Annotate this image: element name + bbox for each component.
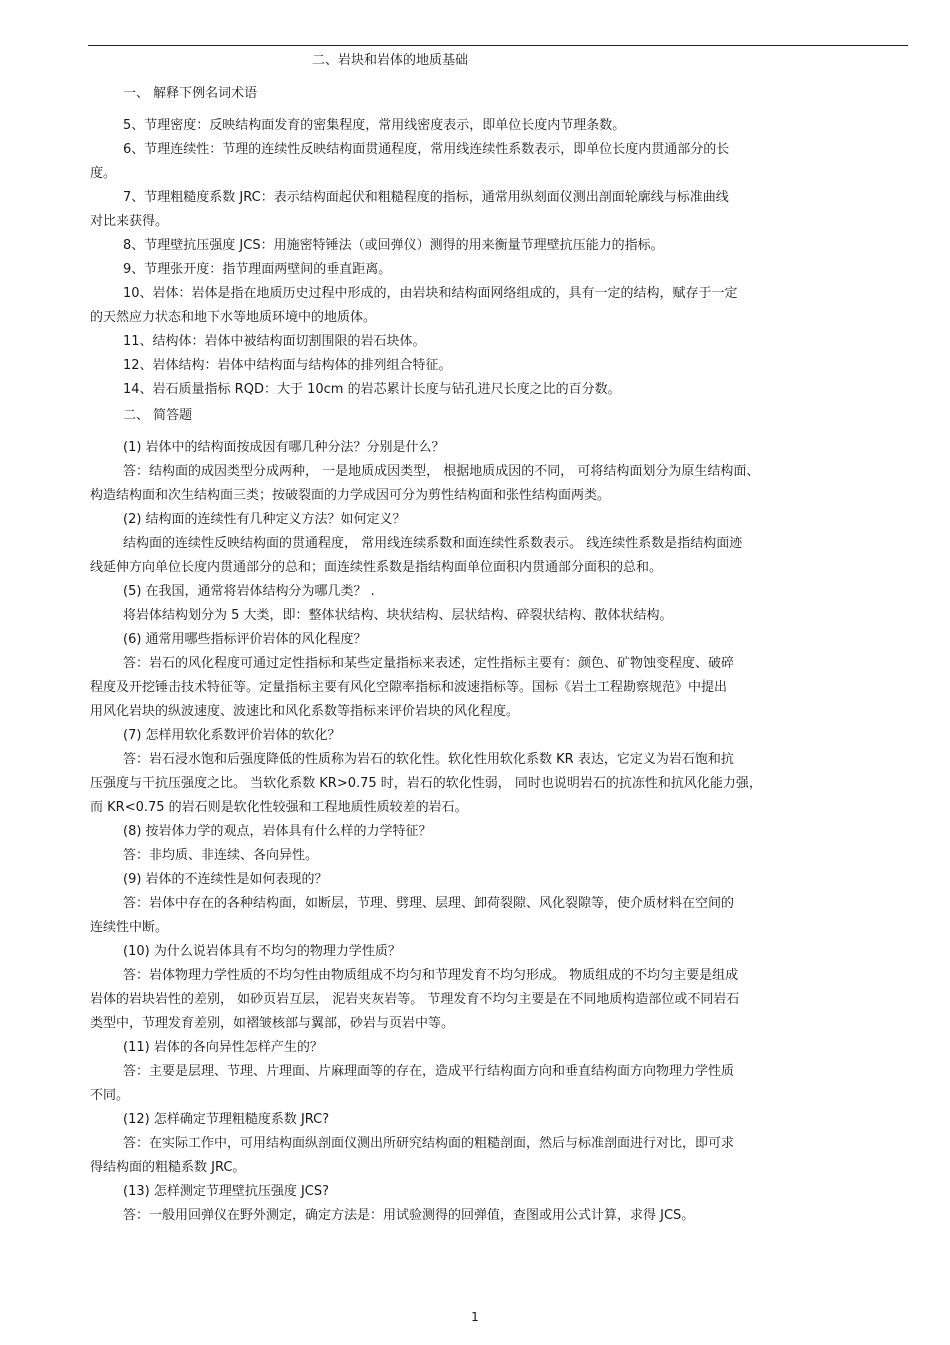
qa-item [90,940,885,1036]
term-item [90,258,885,282]
question: (12) 怎样确定节理粗糙度系数 JRC? [123,1112,330,1127]
qa-item [90,436,885,508]
term-line: 10、岩体：岩体是指在地质历史过程中形成的，由岩块和结构面网络组成的，具有一定的结构，赋存于一定 [123,286,738,301]
qa-item [90,628,885,724]
question: (8) 按岩体力学的观点，岩体具有什么样的力学特征？ [123,824,432,839]
page-title: 二、岩块和岩体的地质基础 [312,53,469,68]
term-line: 11、结构体：岩体中被结构面切割围限的岩石块体。 [123,334,426,349]
term-line: 度。 [90,166,117,181]
answer-line: 不同。 [90,1088,130,1103]
section1-heading: 一、 解释下例名词术语 [123,86,258,101]
answer-line: 将岩体结构划分为 5 大类，即：整体状结构、块状结构、层状结构、碎裂状结构、散体状结构。 [123,608,673,623]
answer-line: 线延伸方向单位长度内贯通部分的总和；面连续性系数是指结构面单位面积内贯通部分面积的总和。 [90,560,663,575]
page-number: 1 [471,1310,479,1324]
term-item [90,138,885,186]
answer-line: 而 KR<0.75 的岩石则是软化性较强和工程地质性质较差的岩石。 [90,800,468,815]
term-line: 5、节理密度：反映结构面发育的密集程度，常用线密度表示，即单位长度内节理条数。 [123,118,626,133]
answer-line: 答：在实际工作中，可用结构面纵剖面仪测出所研究结构面的粗糙剖面，然后与标准剖面进行对比，即可求 [123,1136,735,1151]
term-line: 9、节理张开度：指节理面两壁间的垂直距离。 [123,262,392,277]
answer-line: 类型中，节理发育差别，如褶皱核部与翼部，砂岩与页岩中等。 [90,1016,455,1031]
answer-line: 答：岩体中存在的各种结构面，如断层，节理、劈理、层理、卸荷裂隙、风化裂隙等，使介质材料在空间的 [123,896,735,911]
term-item [90,282,885,330]
term-line: 8、节理壁抗压强度 JCS：用施密特锤法（或回弹仪）测得的用来衡量节理壁抗压能力的指标。 [123,238,664,253]
answer-line: 答：非均质、非连续、各向异性。 [123,848,319,863]
answer-line: 程度及开挖锤击技术特征等。定量指标主要有风化空隙率指标和波速指标等。国标《岩土工程勘察规范》中提出 [90,680,728,695]
answer-line: 用风化岩块的纵波速度、波速比和风化系数等指标来评价岩块的风化程度。 [90,704,520,719]
qa-list [90,436,885,1228]
answer-line: 岩体的岩块岩性的差别， 如砂页岩互层， 泥岩夹灰岩等。 节理发育不均匀主要是在不同地质构造部位或不同岩石 [90,992,740,1007]
terms-list [90,114,885,402]
qa-item [90,1180,885,1228]
qa-item [90,1036,885,1108]
answer-line: 答：岩体物理力学性质的不均匀性由物质组成不均匀和节理发育不均匀形成。 物质组成的不均匀主要是组成 [123,968,739,983]
term-item [90,186,885,234]
term-item [90,354,885,378]
question: (6) 通常用哪些指标评价岩体的风化程度？ [123,632,367,647]
term-item [90,330,885,354]
answer-line: 压强度与干抗压强度之比。 当软化系数 KR>0.75 时，岩石的软化性弱， 同时也说明岩石的抗冻性和抗风化能力强， [90,776,762,791]
question: (9) 岩体的不连续性是如何表现的？ [123,872,328,887]
term-line: 的天然应力状态和地下水等地质环境中的地质体。 [90,310,377,325]
answer-line: 答：岩石浸水饱和后强度降低的性质称为岩石的软化性。软化性用软化系数 KR 表达，它定义为岩石饱和抗 [123,752,734,767]
answer-line: 答：岩石的风化程度可通过定性指标和某些定量指标来表述，定性指标主要有：颜色、矿物蚀变程度、破碎 [123,656,735,671]
answer-line: 构造结构面和次生结构面三类；按破裂面的力学成因可分为剪性结构面和张性结构面两类。 [90,488,611,503]
document-body [90,50,885,1228]
term-item [90,114,885,138]
question: (2) 结构面的连续性有几种定义方法？如何定义？ [123,512,406,527]
header-rule [88,45,908,46]
qa-item [90,868,885,940]
qa-item [90,508,885,580]
question: (5) 在我国，通常将岩体结构分为哪几类？ . [123,584,375,599]
qa-item [90,1108,885,1180]
term-line: 12、岩体结构：岩体中结构面与结构体的排列组合特征。 [123,358,452,373]
question: (11) 岩体的各向异性怎样产生的？ [123,1040,323,1055]
term-item [90,234,885,258]
section2-heading: 二、 简答题 [123,408,193,423]
term-line: 7、节理粗糙度系数 JRC：表示结构面起伏和粗糙程度的指标，通常用纵刻面仪测出剖面轮廓线与标准曲线 [123,190,729,205]
question: (10) 为什么说岩体具有不均匀的物理力学性质？ [123,944,401,959]
answer-line: 得结构面的粗糙系数 JRC。 [90,1160,246,1175]
question: (7) 怎样用软化系数评价岩体的软化？ [123,728,341,743]
question: (13) 怎样测定节理壁抗压强度 JCS? [123,1184,330,1199]
answer-line: 答：一般用回弹仪在野外测定，确定方法是：用试验测得的回弹值，查图或用公式计算，求得 JCS。 [123,1208,695,1223]
term-line: 14、岩石质量指标 RQD：大于 10cm 的岩芯累计长度与钻孔进尺长度之比的百分数。 [123,382,621,397]
qa-item [90,580,885,628]
term-line: 6、节理连续性：节理的连续性反映结构面贯通程度，常用线连续性系数表示，即单位长度内贯通部分的长 [123,142,730,157]
question: (1) 岩体中的结构面按成因有哪几种分法？分别是什么？ [123,440,445,455]
answer-line: 连续性中断。 [90,920,169,935]
qa-item [90,820,885,868]
qa-item [90,724,885,820]
term-line: 对比来获得。 [90,214,169,229]
answer-line: 答：结构面的成因类型分成两种， 一是地质成因类型， 根据地质成因的不同， 可将结构面划分为原生结构面、 [123,464,760,479]
answer-line: 答：主要是层理、节理、片理面、片麻理面等的存在，造成平行结构面方向和垂直结构面方向物理力学性质 [123,1064,735,1079]
term-item [90,378,885,402]
answer-line: 结构面的连续性反映结构面的贯通程度， 常用线连续系数和面连续性系数表示。 线连续性系数是指结构面迹 [123,536,743,551]
